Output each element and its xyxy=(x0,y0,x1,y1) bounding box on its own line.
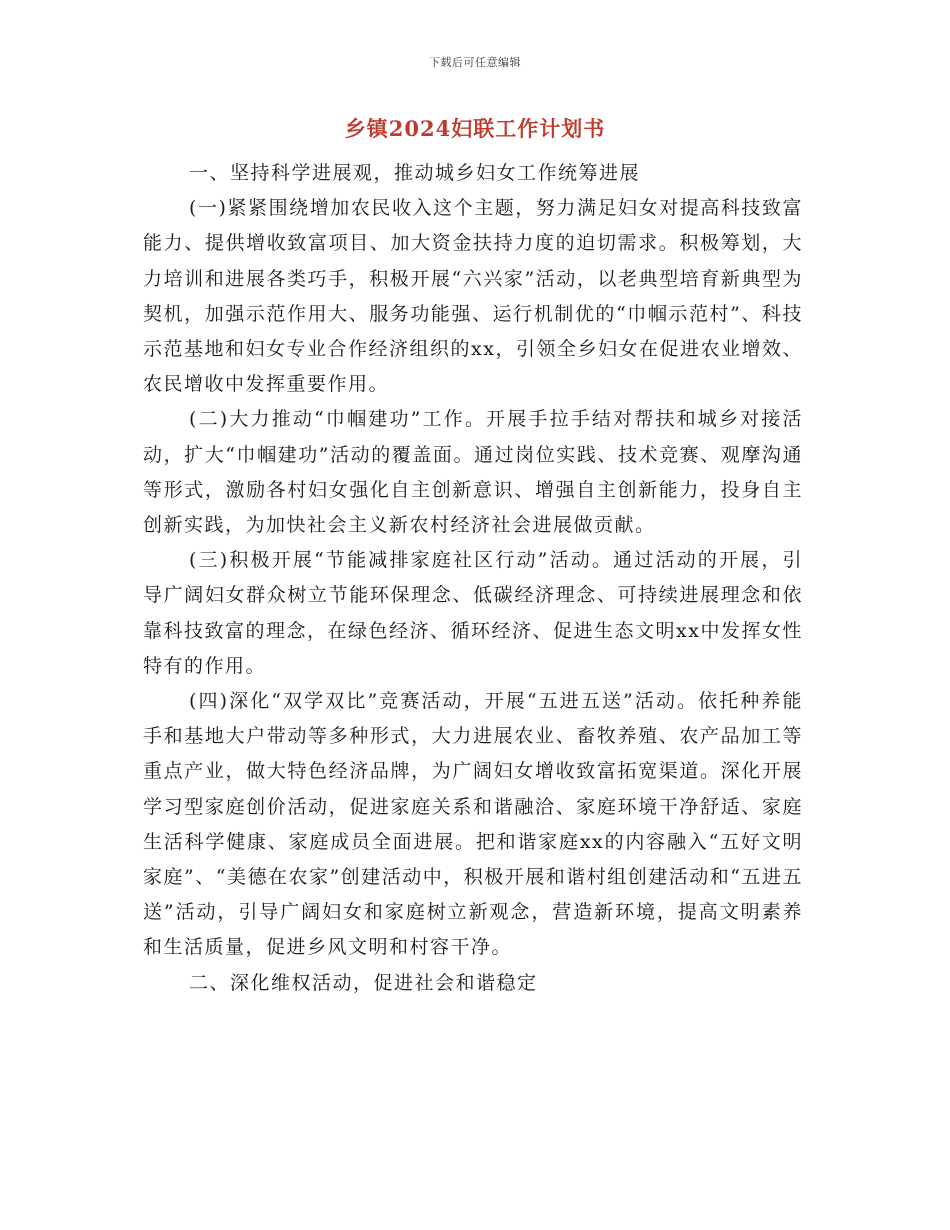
document-body xyxy=(143,156,803,1001)
paragraph-3: (三)积极开展“节能减排家庭社区行动”活动。通过活动的开展，引导广阔妇女群众树立节能环保理念、低碳经济理念、可持续进展理念和依靠科技致富的理念，在绿色经济、循环经济、促进生态文明xx中发挥女性特有的作用。 xyxy=(143,549,803,677)
paragraph-2: (二)大力推动“巾帼建功”工作。开展手拉手结对帮扶和城乡对接活动，扩大“巾帼建功”活动的覆盖面。通过岗位实践、技术竞赛、观摩沟通等形式，激励各村妇女强化自主创新意识、增强自主创新能力，投身自主创新实践，为加快社会主义新农村经济社会进展做贡献。 xyxy=(143,408,803,537)
section-1-heading: 一、坚持科学进展观，推动城乡妇女工作统筹进展 xyxy=(189,162,641,184)
section-2-heading: 二、深化维权活动，促进社会和谐稳定 xyxy=(189,971,538,994)
paragraph-4: (四)深化“双学双比”竞赛活动，开展“五进五送”活动。依托种养能手和基地大户带动等多种形式，大力进展农业、畜牧养殖、农产品加工等重点产业，做大特色经济品牌，为广阔妇女增收致富拓宽渠道。深化开展学习型家庭创价活动，促进家庭关系和谐融洽、家庭环境干净舒适、家庭生活科学健康、家庭成员全面进展。把和谐家庭xx的内容融入“五好文明家庭”、“美德在农家”创建活动中，积极开展和谐村组创建活动和“五进五送”活动，引导广阔妇女和家庭树立新观念，营造新环境，提高文明素养和生活质量，促进乡风文明和村容干净。 xyxy=(143,690,803,959)
paragraph-1: (一)紧紧围绕增加农民收入这个主题，努力满足妇女对提高科技致富能力、提供增收致富项目、加大资金扶持力度的迫切需求。积极筹划，大力培训和进展各类巧手，积极开展“六兴家”活动，以老典型培育新典型为契机，加强示范作用大、服务功能强、运行机制优的“巾帼示范村”、科技示范基地和妇女专业合作经济组织的xx，引领全乡妇女在促进农业增效、农民增收中发挥重要作用。 xyxy=(143,197,803,396)
document-title: 乡镇2024妇联工作计划书 xyxy=(344,116,606,141)
header-note: 下载后可任意编辑 xyxy=(429,56,521,69)
